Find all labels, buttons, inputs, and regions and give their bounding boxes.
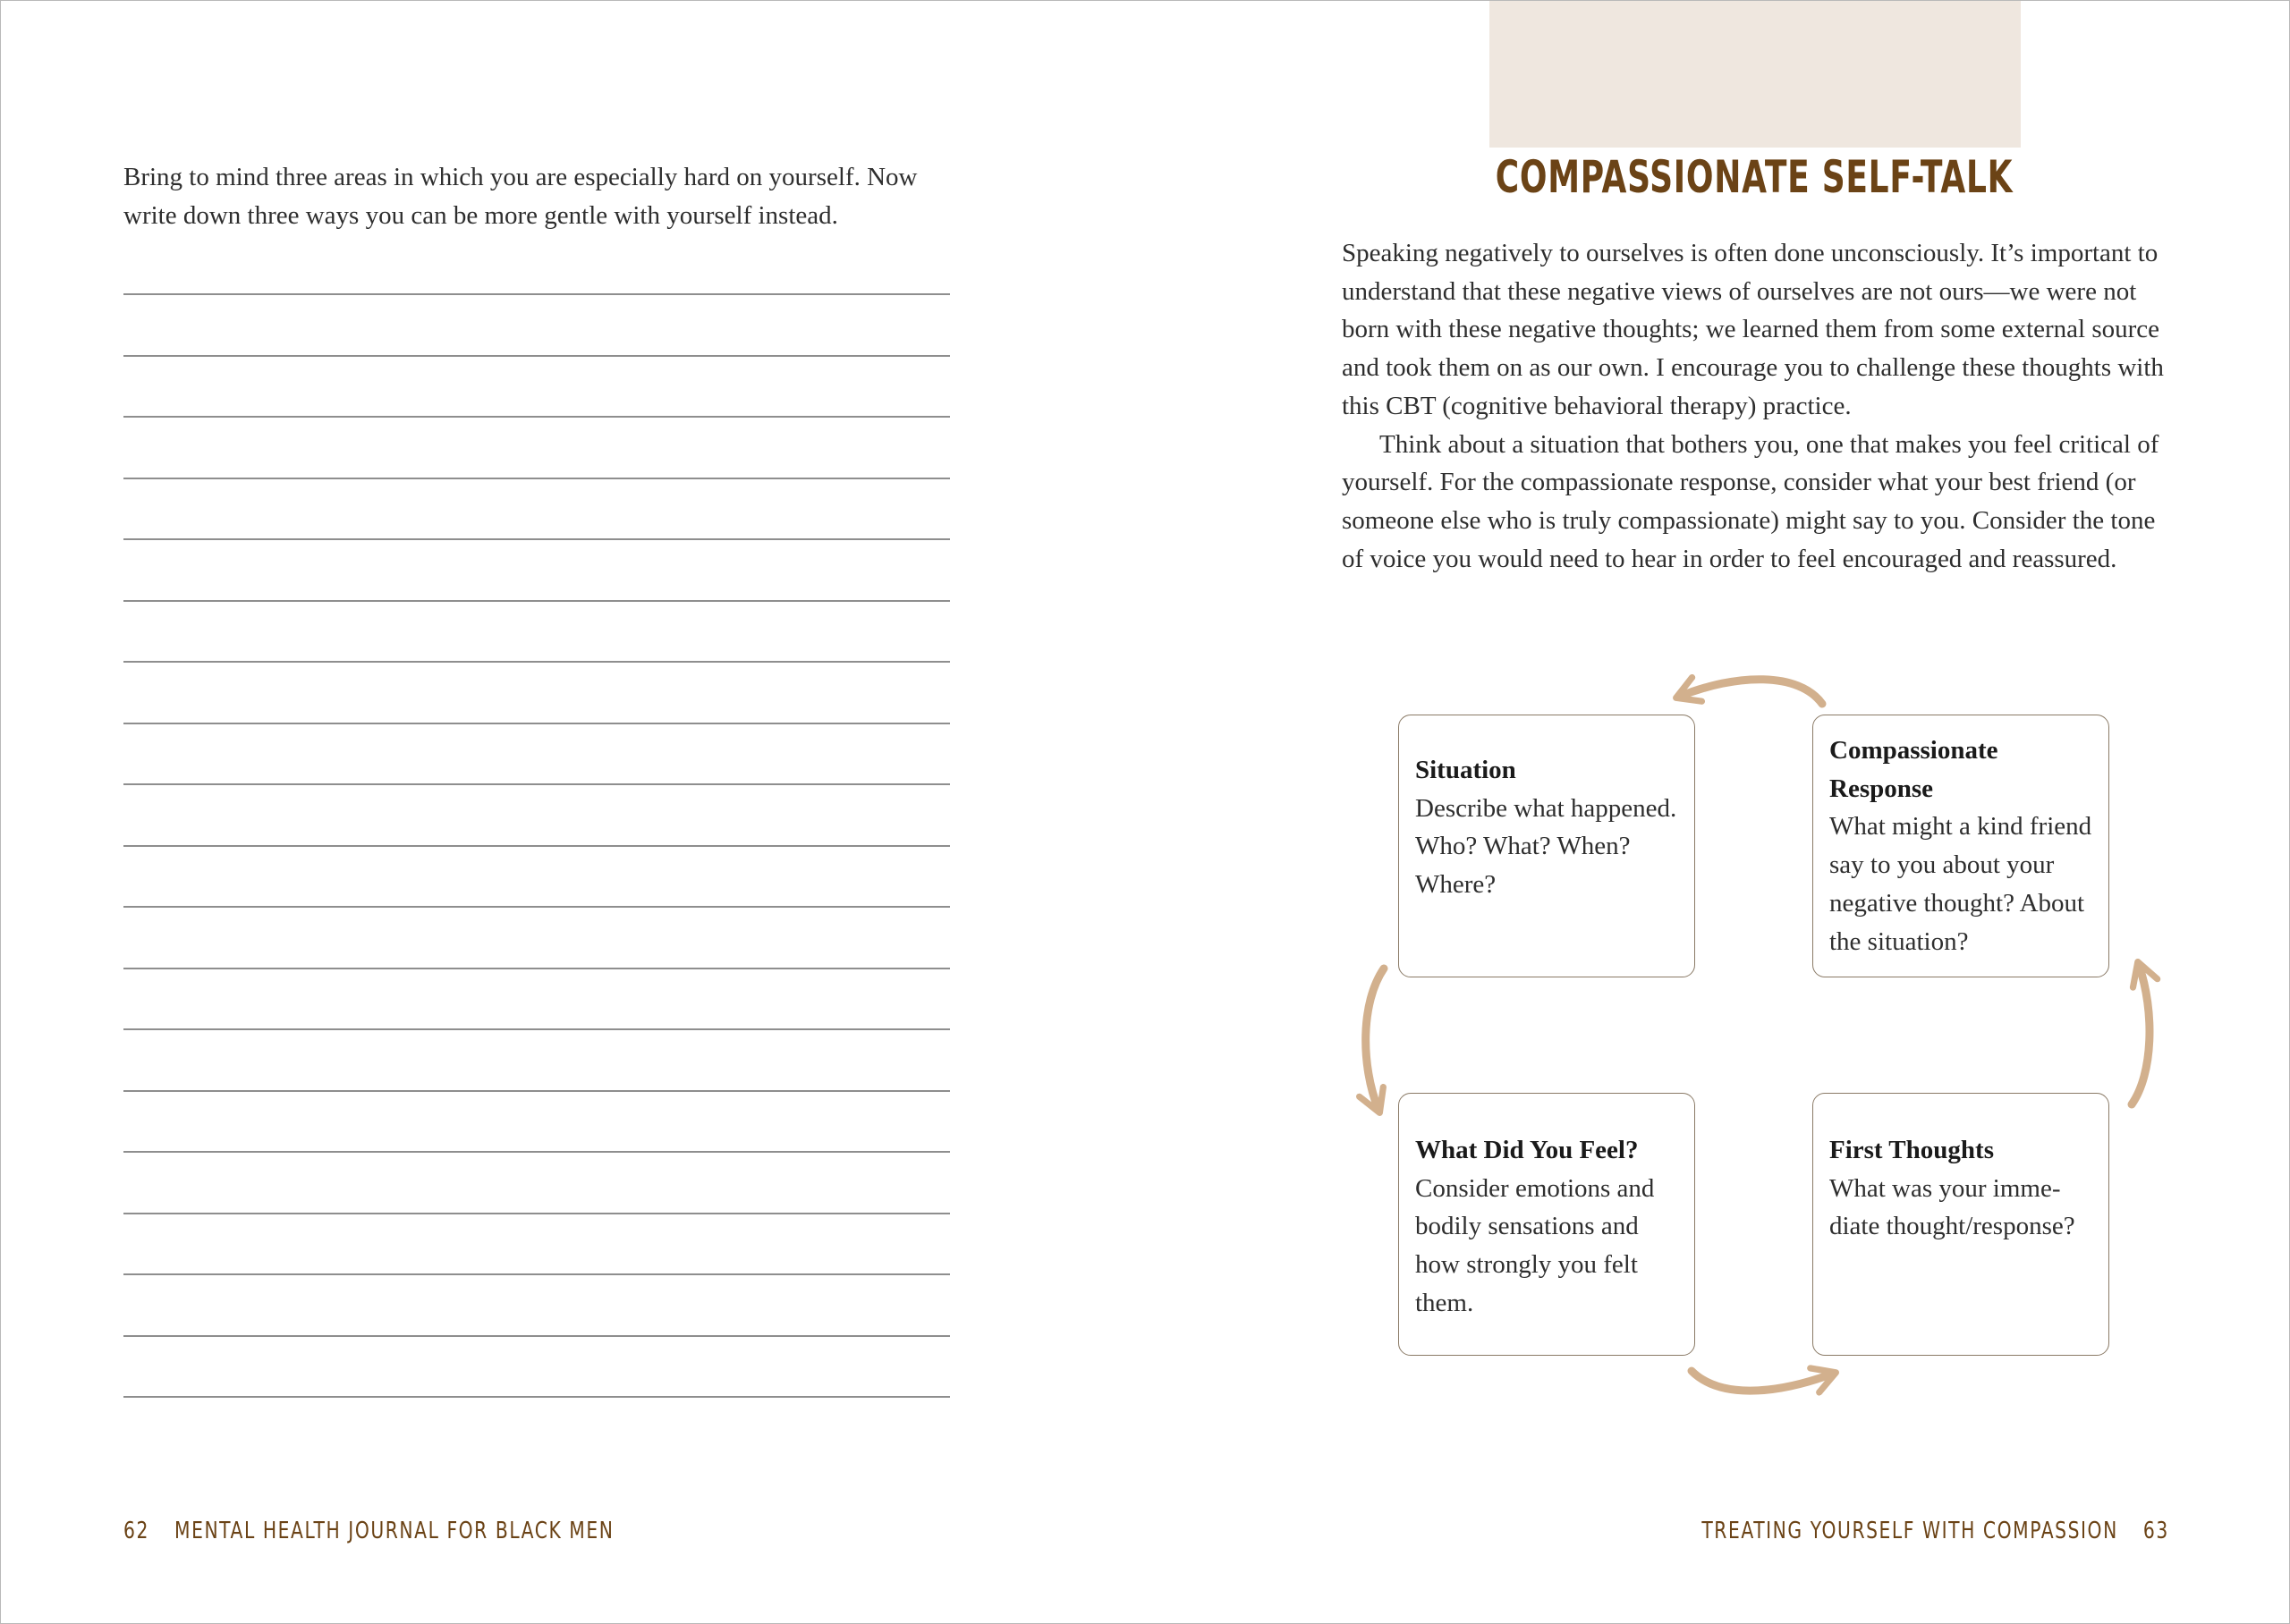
situation-heading: Situation — [1415, 756, 1516, 784]
first-thoughts-text: What was your imme-diate thought/response? — [1829, 1173, 2075, 1241]
situation-box — [1398, 715, 1695, 977]
arrow-left — [1366, 968, 1384, 1110]
feel-text: Consider emotions and bodily sensations and how strongly you felt them. — [1415, 1173, 1655, 1317]
footer-right — [1702, 1518, 2169, 1544]
feel-box — [1398, 1093, 1695, 1356]
compassionate-response-box — [1812, 715, 2109, 977]
running-title-left: MENTAL HEALTH JOURNAL FOR BLACK MEN — [174, 1518, 615, 1544]
first-thoughts-box — [1812, 1093, 2109, 1356]
running-title-right: TREATING YOURSELF WITH COMPASSION — [1701, 1518, 2118, 1544]
feel-heading: What Did You Feel? — [1415, 1136, 1639, 1164]
arrow-top — [1679, 680, 1822, 704]
compassionate-response-heading: Compassionate Response — [1829, 736, 1998, 803]
page-number-right: 63 — [2143, 1518, 2169, 1544]
first-thoughts-heading: First Thoughts — [1829, 1136, 1994, 1164]
compassionate-response-text: What might a kind friend say to you about your negative thought? About the situation? — [1829, 812, 2092, 956]
journal-prompt: Bring to mind three areas in which you are especially hard on yourself. Now write down three ways you can be more gentle with yourself instead. — [123, 163, 918, 230]
page-number-left: 62 — [123, 1518, 149, 1544]
page-title: COMPASSIONATE SELF-TALK — [1495, 151, 2014, 203]
situation-text: Describe what happened. Who? What? When? Where? — [1415, 793, 1677, 900]
paragraph-1: Speaking negatively to ourselves is often done unconsciously. It’s important to understand that these negative views of ourselves are not ours—we were not born with these negative thoughts; we learned them from some external source and took them on as our own. I encourage you to challenge these thoughts with this CBT (cognitive behavioral therapy) practice. — [1342, 239, 2164, 420]
arrow-bottom — [1692, 1371, 1833, 1391]
paragraph-2: Think about a situation that bothers you, one that makes you feel critical of yourself. For the compassionate response, consider what your best friend (or someone else who is truly compassionate) might say to you. Consider the tone of voice you would need to hear in order to feel encouraged and reassured. — [1342, 429, 2159, 573]
arrow-right — [2132, 965, 2150, 1104]
